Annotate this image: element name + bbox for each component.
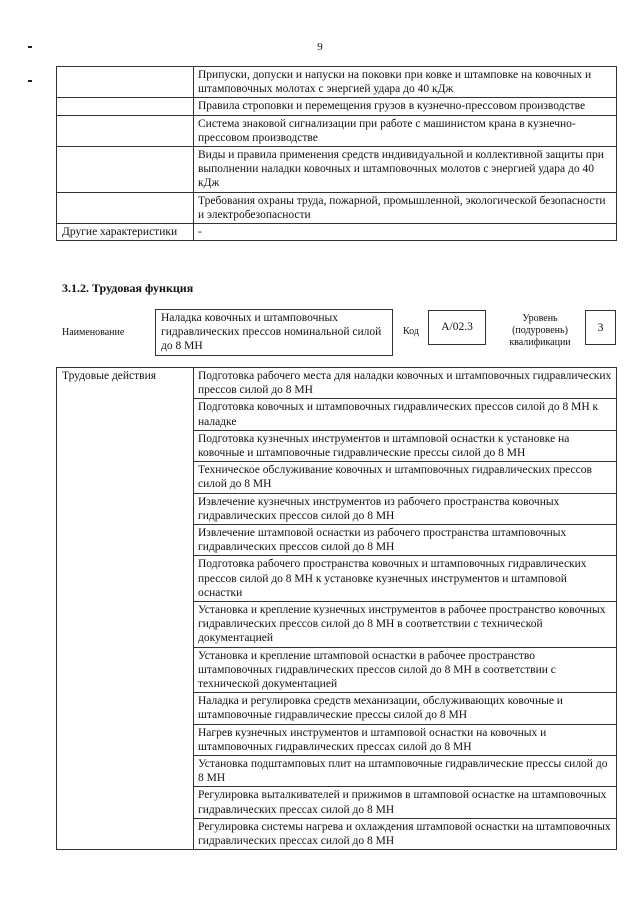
table-row bbox=[57, 224, 617, 241]
level-value: 3 bbox=[585, 310, 616, 345]
row-label bbox=[57, 98, 194, 115]
row-value: Виды и правила применения средств индивидуальной и коллективной защиты при выполнении наладки ковочных и штамповочных молотов с энергией удара до 40 кДж bbox=[194, 147, 617, 193]
row-value: Правила строповки и перемещения грузов в кузнечно-прессовом производстве bbox=[194, 98, 617, 115]
row-label bbox=[57, 147, 194, 193]
labor-actions-label: Трудовые действия bbox=[57, 368, 194, 850]
labor-action-item: Подготовка рабочего места для наладки ковочных и штамповочных гидравлических прессов силой до 8 МН bbox=[194, 368, 617, 399]
margin-mark bbox=[28, 46, 32, 48]
code-value: А/02.3 bbox=[428, 310, 486, 345]
labor-action-item: Извлечение штамповой оснастки из рабочего пространства штамповочных гидравлических прессов силой до 8 МН bbox=[194, 525, 617, 556]
page-number: 9 bbox=[317, 41, 323, 53]
code-label: Код bbox=[403, 326, 419, 337]
table-row bbox=[57, 115, 617, 146]
labor-actions-table bbox=[56, 367, 617, 850]
row-label bbox=[57, 115, 194, 146]
row-value: Система знаковой сигнализации при работе с машинистом крана в кузнечно-прессовом производстве bbox=[194, 115, 617, 146]
labor-action-item: Установка и крепление кузнечных инструментов в рабочее пространство ковочных гидравлических прессов силой до 8 МН в соответствии с технической документацией bbox=[194, 602, 617, 648]
margin-mark bbox=[28, 80, 32, 82]
table-row bbox=[57, 98, 617, 115]
table-row bbox=[57, 368, 617, 399]
knowledge-table bbox=[56, 66, 617, 241]
labor-action-item: Подготовка кузнечных инструментов и штамповой оснастки к установке на ковочные и штамповочные гидравлические прессы силой до 8 МН bbox=[194, 430, 617, 461]
table-row bbox=[57, 147, 617, 193]
labor-action-item: Наладка и регулировка средств механизации, обслуживающих ковочные и штамповочные гидравлические прессы силой до 8 МН bbox=[194, 693, 617, 724]
labor-action-item: Подготовка ковочных и штамповочных гидравлических прессов силой до 8 МН к наладке bbox=[194, 399, 617, 430]
labor-action-item: Извлечение кузнечных инструментов из рабочего пространства ковочных гидравлических прессов силой до 8 МН bbox=[194, 493, 617, 524]
section-heading: 3.1.2. Трудовая функция bbox=[62, 281, 194, 295]
labor-action-item: Установка и крепление штамповой оснастки в рабочее пространство штамповочных гидравлических прессов силой до 8 МН в соответствии с технической документацией bbox=[194, 647, 617, 693]
table-row bbox=[57, 67, 617, 98]
row-label: Другие характеристики bbox=[57, 224, 194, 241]
row-value: - bbox=[194, 224, 617, 241]
row-value: Припуски, допуски и напуски на поковки при ковке и штамповке на ковочных и штамповочных молотах с энергией удара до 40 кДж bbox=[194, 67, 617, 98]
row-value: Требования охраны труда, пожарной, промышленной, экологической безопасности и электробезопасности bbox=[194, 192, 617, 223]
name-value: Наладка ковочных и штамповочных гидравлических прессов номинальной силой до 8 МН bbox=[155, 309, 393, 356]
labor-action-item: Подготовка рабочего пространства ковочных и штамповочных гидравлических прессов силой до 8 МН к установке кузнечных инструментов и штамповой оснастки bbox=[194, 556, 617, 602]
labor-action-item: Регулировка системы нагрева и охлаждения штамповой оснастки на штамповочных гидравлических прессах силой до 8 МН bbox=[194, 818, 617, 849]
labor-action-item: Техническое обслуживание ковочных и штамповочных гидравлических прессов силой до 8 МН bbox=[194, 462, 617, 493]
row-label bbox=[57, 67, 194, 98]
labor-action-item: Регулировка выталкивателей и прижимов в штамповой оснастке на штамповочных гидравлических прессах силой до 8 МН bbox=[194, 787, 617, 818]
name-label: Наименование bbox=[62, 327, 125, 338]
labor-action-item: Нагрев кузнечных инструментов и штамповой оснастки на ковочных и штамповочных гидравлических прессах силой до 8 МН bbox=[194, 724, 617, 755]
table-row bbox=[57, 192, 617, 223]
labor-action-item: Установка подштамповых плит на штамповочные гидравлические прессы силой до 8 МН bbox=[194, 756, 617, 787]
level-label: Уровень (подуровень) квалификации bbox=[509, 313, 571, 348]
row-label bbox=[57, 192, 194, 223]
